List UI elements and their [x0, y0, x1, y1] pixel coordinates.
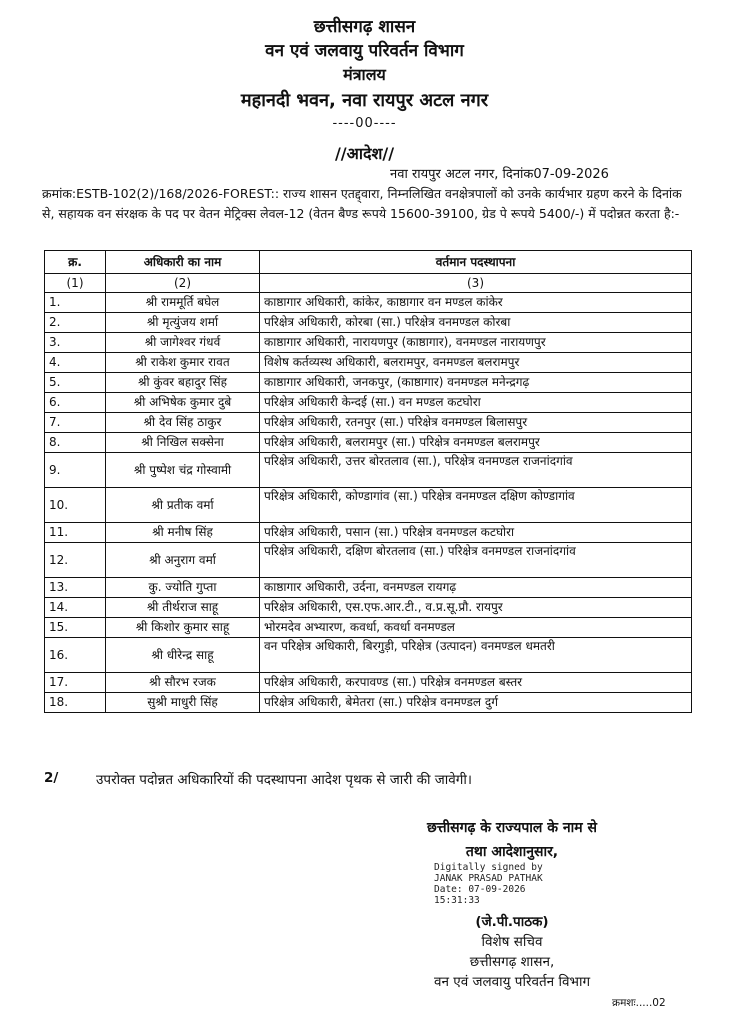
table-row [45, 543, 692, 578]
authority-line-1: छत्तीसगढ़ के राज्यपाल के नाम से [427, 820, 597, 836]
table-row [45, 523, 692, 543]
header-officer-name: अधिकारी का नाम [106, 251, 260, 274]
posting-cell: काष्ठागार अधिकारी, नारायणपुर (काष्ठागार), वनमण्डल नारायणपुर [260, 333, 692, 353]
serial-cell: 10. [45, 488, 106, 523]
officer-name-cell: श्री अनुराग वर्मा [106, 543, 260, 578]
posting-cell: परिक्षेत्र अधिकारी, करपावण्ड (सा.) परिक्षेत्र वनमण्डल बस्तर [260, 673, 692, 693]
column-number-row [45, 274, 692, 293]
table-row [45, 578, 692, 598]
order-title: //आदेश// [334, 144, 395, 163]
table-row [45, 618, 692, 638]
posting-cell: परिक्षेत्र अधिकारी केन्दई (सा.) वन मण्डल कटघोरा [260, 393, 692, 413]
officer-name-cell: श्री प्रतीक वर्मा [106, 488, 260, 523]
officer-name-cell: श्री धीरेन्द्र साहू [106, 638, 260, 673]
table-row [45, 638, 692, 673]
column-number: (1) [45, 274, 106, 293]
posting-cell: भोरमदेव अभ्यारण, कवर्धा, कवर्धा वनमण्डल [260, 618, 692, 638]
officer-name-cell: श्री पुष्पेश चंद्र गोस्वामी [106, 453, 260, 488]
digital-signature-line: Date: 07-09-2026 [434, 884, 526, 895]
posting-cell: परिक्षेत्र अधिकारी, दक्षिण बोरतलाव (सा.) परिक्षेत्र वनमण्डल राजनांदगांव [260, 543, 692, 578]
serial-cell: 4. [45, 353, 106, 373]
table-row [45, 693, 692, 713]
officer-name-cell: श्री राममूर्ति बघेल [106, 293, 260, 313]
officer-name-cell: श्री अभिषेक कुमार दुबे [106, 393, 260, 413]
posting-cell: काष्ठागार अधिकारी, उर्दना, वनमण्डल रायगढ़ [260, 578, 692, 598]
govt-name: छत्तीसगढ़ शासन [313, 17, 416, 37]
table-row [45, 333, 692, 353]
digital-signature [434, 862, 543, 906]
table-body [45, 274, 692, 713]
serial-cell: 17. [45, 673, 106, 693]
posting-cell: परिक्षेत्र अधिकारी, पसान (सा.) परिक्षेत्र वनमण्डल कटघोरा [260, 523, 692, 543]
posting-cell: परिक्षेत्र अधिकारी, रतनपुर (सा.) परिक्षेत्र वनमण्डल बिलासपुर [260, 413, 692, 433]
serial-cell: 7. [45, 413, 106, 433]
paragraph-number: 2/ [44, 770, 59, 786]
header-current-posting: वर्तमान पदस्थापना [260, 251, 692, 274]
officer-name-cell: श्री मनीष सिंह [106, 523, 260, 543]
officer-name-cell: कु. ज्योति गुप्ता [106, 578, 260, 598]
serial-cell: 16. [45, 638, 106, 673]
place-date-line: नवा रायपुर अटल नगर, दिनांक07-09-2026 [390, 167, 609, 182]
posting-cell: परिक्षेत्र अधिकारी, कोरबा (सा.) परिक्षेत्र वनमण्डल कोरबा [260, 313, 692, 333]
serial-cell: 2. [45, 313, 106, 333]
ministry-label: मंत्रालय [343, 65, 386, 84]
officer-name-cell: श्री निखिल सक्सेना [106, 433, 260, 453]
header-serial: क्र. [45, 251, 106, 274]
column-number: (2) [106, 274, 260, 293]
table-row [45, 673, 692, 693]
signatory-government: छत्तीसगढ़ शासन, [469, 954, 555, 970]
posting-cell: काष्ठागार अधिकारी, कांकेर, काष्ठागार वन मण्डल कांकेर [260, 293, 692, 313]
signatory-name: (जे.पी.पाठक) [475, 914, 549, 930]
digital-signature-line: Digitally signed by [434, 862, 543, 873]
posting-cell: काष्ठागार अधिकारी, जनकपुर, (काष्ठागार) वनमण्डल मनेन्द्रगढ़ [260, 373, 692, 393]
posting-cell: परिक्षेत्र अधिकारी, बलरामपुर (सा.) परिक्षेत्र वनमण्डल बलरामपुर [260, 433, 692, 453]
serial-cell: 12. [45, 543, 106, 578]
serial-cell: 18. [45, 693, 106, 713]
table-row [45, 373, 692, 393]
posting-cell: परिक्षेत्र अधिकारी, एस.एफ.आर.टी., व.प्र.सू.प्रौ. रायपुर [260, 598, 692, 618]
serial-cell: 1. [45, 293, 106, 313]
officer-name-cell: सुश्री माधुरी सिंह [106, 693, 260, 713]
table-row [45, 393, 692, 413]
serial-cell: 8. [45, 433, 106, 453]
posting-cell: परिक्षेत्र अधिकारी, उत्तर बोरतलाव (सा.), परिक्षेत्र वनमण्डल राजनांदगांव [260, 453, 692, 488]
officer-name-cell: श्री किशोर कुमार साहू [106, 618, 260, 638]
table-row [45, 413, 692, 433]
authority-line-2: तथा आदेशानुसार, [465, 844, 559, 860]
department-name: वन एवं जलवायु परिवर्तन विभाग [265, 41, 464, 61]
digital-signature-line: 15:31:33 [434, 895, 480, 906]
digital-signature-line: JANAK PRASAD PATHAK [434, 873, 543, 884]
officer-name-cell: श्री सौरभ रजक [106, 673, 260, 693]
serial-cell: 6. [45, 393, 106, 413]
officer-name-cell: श्री तीर्थराज साहू [106, 598, 260, 618]
posting-cell: वन परिक्षेत्र अधिकारी, बिरगुड़ी, परिक्षेत्र (उत्पादन) वनमण्डल धमतरी [260, 638, 692, 673]
serial-cell: 9. [45, 453, 106, 488]
table-row [45, 433, 692, 453]
posting-order-note: उपरोक्त पदोन्नत अधिकारियों की पदस्थापना आदेश पृथक से जारी की जावेगी। [96, 772, 472, 788]
table-row [45, 353, 692, 373]
table-row [45, 488, 692, 523]
signatory-designation: विशेष सचिव [481, 934, 543, 950]
posting-cell: परिक्षेत्र अधिकारी, कोण्डागांव (सा.) परिक्षेत्र वनमण्डल दक्षिण कोण्डागांव [260, 488, 692, 523]
officer-name-cell: श्री राकेश कुमार रावत [106, 353, 260, 373]
serial-cell: 11. [45, 523, 106, 543]
officer-name-cell: श्री कुंवर बहादुर सिंह [106, 373, 260, 393]
continued-marker: क्रमशः.....02 [612, 997, 666, 1009]
promotion-table [44, 250, 692, 713]
posting-cell: परिक्षेत्र अधिकारी, बेमेतरा (सा.) परिक्षेत्र वनमण्डल दुर्ग [260, 693, 692, 713]
officer-name-cell: श्री जागेश्वर गंधर्व [106, 333, 260, 353]
serial-cell: 3. [45, 333, 106, 353]
serial-cell: 13. [45, 578, 106, 598]
table-row [45, 293, 692, 313]
table-row [45, 598, 692, 618]
table-header-row [45, 251, 692, 274]
serial-cell: 14. [45, 598, 106, 618]
office-address: महानदी भवन, नवा रायपुर अटल नगर [240, 90, 489, 111]
separator-mark: ----00---- [332, 116, 397, 131]
column-number: (3) [260, 274, 692, 293]
serial-cell: 5. [45, 373, 106, 393]
table-row [45, 453, 692, 488]
table-row [45, 313, 692, 333]
posting-cell: विशेष कर्तव्यस्थ अधिकारी, बलरामपुर, वनमण्डल बलरामपुर [260, 353, 692, 373]
order-paragraph: क्रमांक:ESTB-102(2)/168/2026-FOREST:: राज्य शासन एतद्द्वारा, निम्नलिखित वनक्षेत्रपालों को उनके कार्यभार ग्रहण करने के दिनांक से, सहायक वन संरक्षक के पद पर वेतन मेट्रिक्स लेवल-12 (वेतन बैण्ड रूपये 15600-39100, ग्रेड पे रूपये 5400/-) में पदोन्नत करता है:- [42, 186, 682, 221]
signatory-department: वन एवं जलवायु परिवर्तन विभाग [433, 974, 591, 990]
officer-name-cell: श्री देव सिंह ठाकुर [106, 413, 260, 433]
serial-cell: 15. [45, 618, 106, 638]
officer-name-cell: श्री मृत्युंजय शर्मा [106, 313, 260, 333]
